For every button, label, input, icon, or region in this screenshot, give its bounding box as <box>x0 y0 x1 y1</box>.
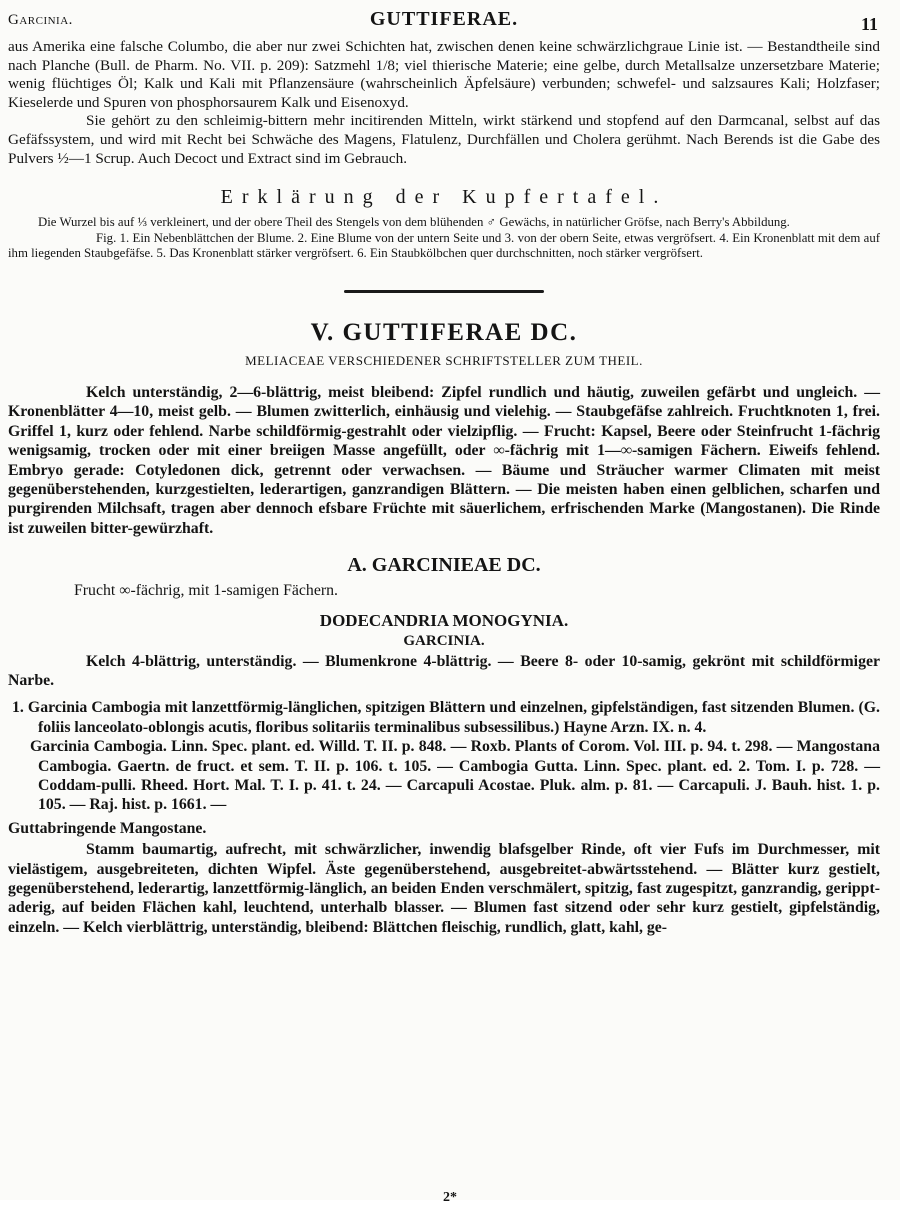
signature-mark: 2* <box>443 1190 457 1205</box>
running-head <box>8 4 880 38</box>
family-heading: V. GUTTIFERAE DC. <box>310 318 578 346</box>
plate-explanation <box>8 215 880 262</box>
running-head-genus: Garcinia. <box>8 12 73 28</box>
family-subheading: MELIACEAE VERSCHIEDENER SCHRIFTSTELLER ZUM THEIL. <box>245 352 643 368</box>
family-description-block <box>8 383 880 538</box>
species-entry <box>8 698 880 937</box>
section-divider <box>344 290 544 293</box>
plate-figures: Fig. 1. Ein Nebenblättchen der Blume. 2. Eine Blume von der untern Seite und 3. von der obern Seite, etwas vergröfsert. 4. Ein Kronenblatt mit dem auf ihm liegenden Staubgefäfse. 5. Das Kronenblatt stärker vergröfsert. 6. Ein Staubkölbchen quer durchschnitten, noch stärker vergröfsert. <box>8 230 880 261</box>
constituents-paragraph: aus Amerika eine falsche Columbo, die aber nur zwei Schichten hat, zwischen denen keine schwärzlichgraue Linie ist. — Bestandtheile sind nach Planche (Bull. de Pharm. No. VII. p. 209): Satzmehl 1/8; viel thierische Materie; eine gelbe, durch Metallsalze unzersetzbare Materie; wenig flüchtiges Öl; Kalk und Kali mit Pflanzensäure (wahrscheinlich Äpfelsäure) verbunden; schwefel- und salzsaures Kali; Holzfaser; Kieselerde und Spuren von phosphorsaurem Kalk und Eisenoxyd. <box>8 38 880 111</box>
plate-heading: Erklärung der Kupfertafel. <box>220 186 668 209</box>
species-synonyms: Garcinia Cambogia. Linn. Spec. plant. ed. Willd. T. II. p. 848. — Roxb. Plants of Corom. Vol. III. p. 94. t. 298. — Mangostana Cambogia. Gaertn. de fruct. et sem. T. II. p. 106. t. 105. — Cambogia Gutta. Linn. Spec. plant. ed. 2. Tom. I. p. 728. — Coddam-pulli. Rheed. Hort. Mal. T. I. p. 41. t. 24. — Carcapuli Acostae. Pluk. alm. p. 81. — Carcapuli. J. Bauh. hist. 1. p. 105. — Raj. hist. p. 1661. — <box>30 738 880 814</box>
family-description: Kelch unterständig, 2—6-blättrig, meist bleibend: Zipfel rundlich und häutig, zuweilen gefärbt und ungleich. — Kronenblätter 4—10, meist gelb. — Blumen zwitterlich, einhäusig und vielehig. — Staubgefäfse zahlreich. Fruchtknoten 1, frei. Griffel 1, kurz oder fehlend. Narbe schildförmig-gestrahlt oder vielzipflig. — Frucht: Kapsel, Beere oder Steinfrucht 1-fächrig wenigsamig, trocken oder mit einer breiigen Masse angefüllt, oder ∞-fächrig mit 1—∞-samigen Fächern. Eiweifs fehlend. Embryo gerade: Cotyledonen dick, getrennt oder verwachsen. — Bäume und Sträucher warmer Climaten mit meist gegenüberstehenden, kurzgestielten, lederartigen, ganzrandigen Blättern. — Die meisten haben einen gelblichen, scharfen und purgirenden Milchsaft, tragen aber dennoch efsbare Früchte mit säuerlichem, erfrischenden Marke (Mangostanen). Die Rinde ist zuweilen bitter-gewürzhaft. <box>8 383 880 537</box>
genus-description-block <box>8 652 880 691</box>
species-common-name: Guttabringende Mangostane. <box>8 819 207 837</box>
species-diagnosis: 1. Garcinia Cambogia mit lanzettförmig-länglichen, spitzigen Blättern und einzelnen, gipfelständigen, fast sitzenden Blumen. (G. foliis lanceolato-oblongis acutis, floribus solitariis terminalibus subsessilibus.) Hayne Arzn. IX. n. 4. <box>12 699 880 736</box>
plate-intro: Die Wurzel bis auf ⅓ verkleinert, und der obere Theil des Stengels von dem blühenden ♂ Gewächs, in natürlicher Gröfse, nach Berry's Abbildung. <box>38 215 790 230</box>
uses-paragraph: Sie gehört zu den schleimig-bittern mehr incitirenden Mitteln, wirkt stärkend und stopfend auf den Darmcanal, selbst auf das Gefäfssystem, und wird mit Recht bei Schwäche des Magens, Flatulenz, Durchfällen und Cholera gerühmt. Nach Berends ist die Gabe des Pulvers ½—1 Scrup. Auch Decoct und Extract sind im Gebrauch. <box>8 112 880 167</box>
genus-description: Kelch 4-blättrig, unterständig. — Blumenkrone 4-blättrig. — Beere 8- oder 10-samig, gekrönt mit schildförmiger Narbe. <box>8 652 880 689</box>
running-head-family: GUTTIFERAE. <box>369 8 519 30</box>
tribe-heading: A. GARCINIEAE DC. <box>347 554 541 577</box>
species-description: Stamm baumartig, aufrecht, mit schwärzlicher, inwendig blafsgelber Rinde, oft vier Fufs im Durchmesser, mit vielästigem, ausgebreiteten, dichten Wipfel. Äste gegenüberstehend, ausgebreitet-abwärtsstehend. — Blätter kurz gestielt, gegenüberstehend, lederartig, lanzettförmig-länglich, an beiden Enden verschmälert, spitzig, fast zugespitzt, ganzrandig, gerippt-aderig, auf beiden Flächen kahl, leuchtend, unterhalb blasser. — Blumen fast sitzend oder sehr kurz gestielt, gipfelständig, einzeln. — Kelch vierblättrig, unterständig, bleibend: Blättchen fleischig, rundlich, glatt, kahl, ge- <box>8 841 880 936</box>
continuation-text <box>8 38 880 168</box>
page-number: 11 <box>860 14 878 34</box>
linnean-class-heading: DODECANDRIA MONOGYNIA. <box>319 610 569 630</box>
tribe-description: Frucht ∞-fächrig, mit 1-samigen Fächern. <box>74 582 338 600</box>
genus-heading: GARCINIA. <box>403 632 485 649</box>
